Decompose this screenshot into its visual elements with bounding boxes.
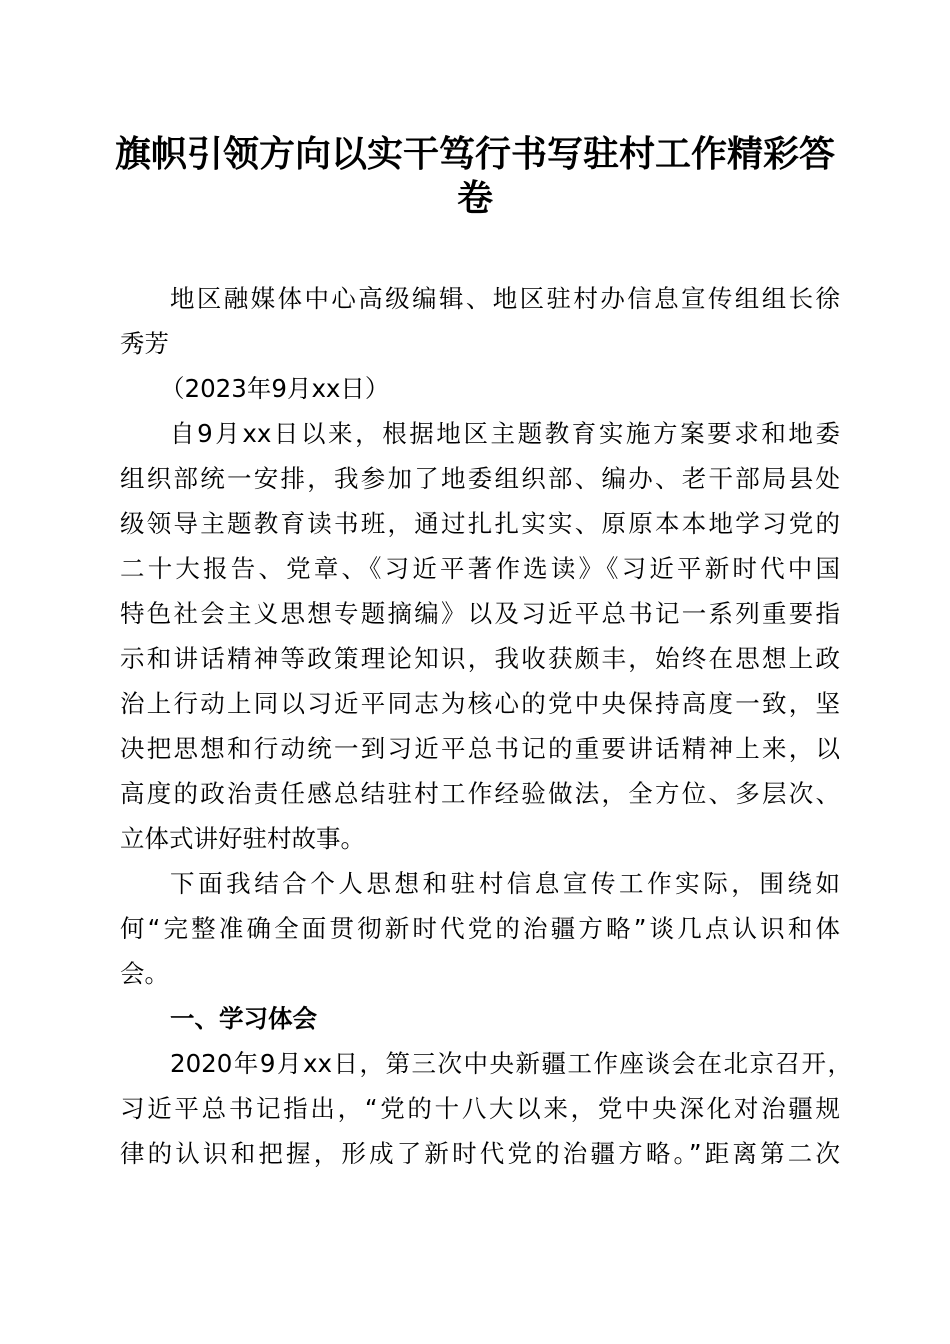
paragraph-3-line-2: 习近平总书记指出，“党的十八大以来，党中央深化对治疆规: [120, 1094, 840, 1123]
paragraph-2-line-1: 下面我结合个人思想和驻村信息宣传工作实际，围绕如: [170, 869, 840, 898]
section-heading-1: 一、学习体会: [170, 1004, 317, 1033]
byline-line-1: 地区融媒体中心高级编辑、地区驻村办信息宣传组组长徐: [170, 284, 840, 313]
paragraph-1-line-4: 二十大报告、党章、《习近平著作选读》《习近平新时代中国: [120, 554, 840, 583]
paragraph-1-line-5: 特色社会主义思想专题摘编》以及习近平总书记一系列重要指: [120, 599, 840, 628]
paragraph-3-line-3: 律的认识和把握，形成了新时代党的治疆方略。”距离第二次: [120, 1139, 840, 1168]
paragraph-1-line-7: 治上行动上同以习近平同志为核心的党中央保持高度一致，坚: [120, 689, 840, 718]
paragraph-3-line-1: 2020年9月xx日，第三次中央新疆工作座谈会在北京召开，: [170, 1049, 852, 1078]
paragraph-1-line-2: 组织部统一安排，我参加了地委组织部、编办、老干部局县处: [120, 464, 840, 493]
paragraph-1-line-8: 决把思想和行动统一到习近平总书记的重要讲话精神上来，以: [120, 734, 840, 763]
date-line: （2023年9月xx日）: [160, 374, 390, 403]
paragraph-1-line-1: 自9月xx日以来，根据地区主题教育实施方案要求和地委: [170, 419, 840, 448]
paragraph-1-line-9: 高度的政治责任感总结驻村工作经验做法，全方位、多层次、: [120, 779, 840, 808]
paragraph-1-line-6: 示和讲话精神等政策理论知识，我收获颇丰，始终在思想上政: [120, 644, 840, 673]
paragraph-2-line-2: 何“完整准确全面贯彻新时代党的治疆方略”谈几点认识和体: [120, 914, 840, 943]
paragraph-1-line-10: 立体式讲好驻村故事。: [120, 824, 365, 853]
byline-line-2: 秀芳: [120, 329, 169, 358]
paragraph-2-line-3: 会。: [120, 959, 169, 988]
document-title-line-1: 旗帜引领方向以实干笃行书写驻村工作精彩答: [114, 133, 835, 175]
paragraph-1-line-3: 级领导主题教育读书班，通过扎扎实实、原原本本地学习党的: [120, 509, 840, 538]
document-title-line-2: 卷: [456, 177, 493, 219]
